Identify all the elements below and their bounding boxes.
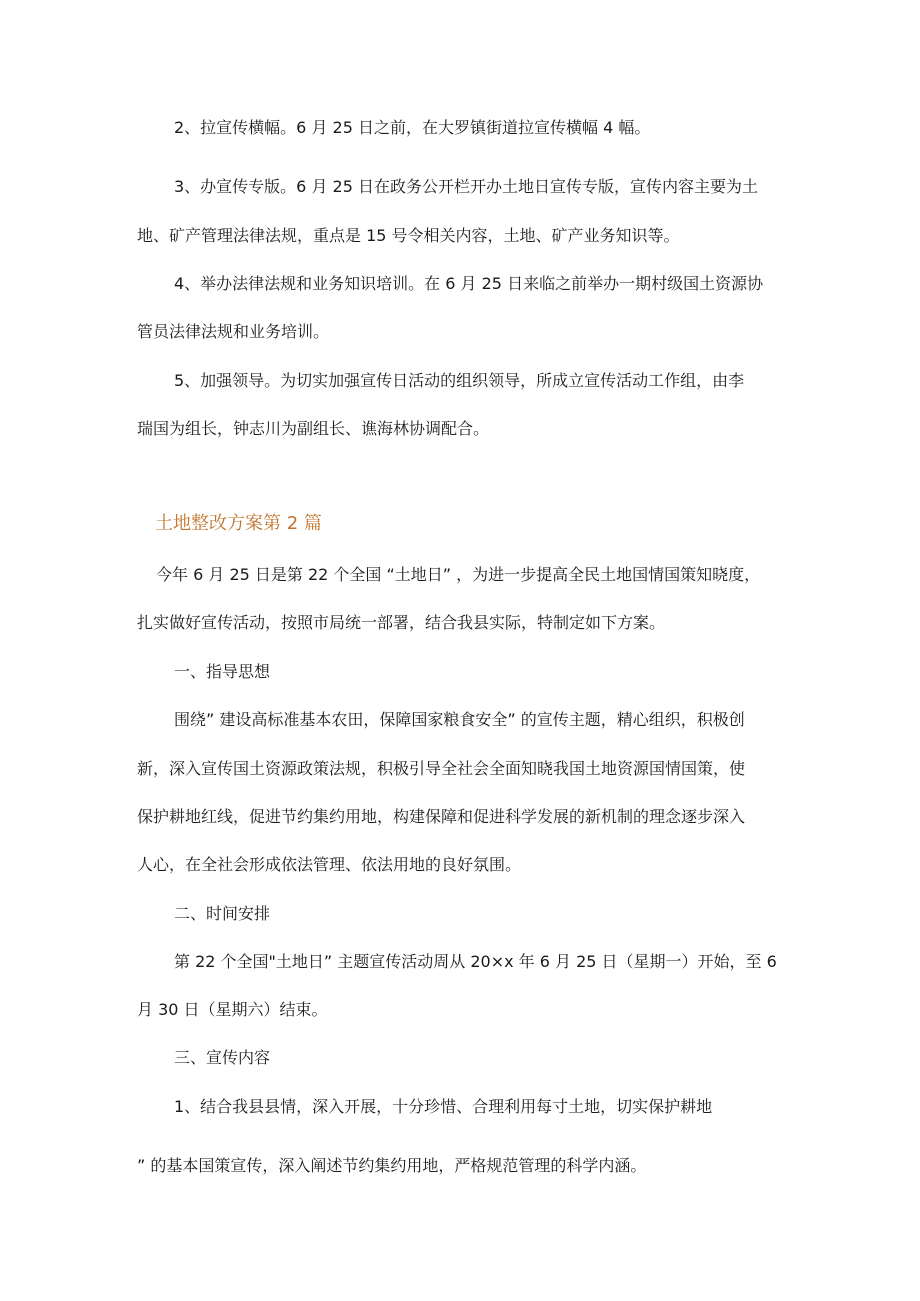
- part3-line1: 1、结合我县县情，深入开展，十分珍惜、合理利用每寸土地，切实保护耕地: [174, 1097, 713, 1116]
- part1-title: 一、指导思想: [174, 662, 271, 681]
- item5-line1: 5、加强领导。为切实加强宣传日活动的组织领导，所成立宣传活动工作组，由李: [174, 371, 745, 390]
- item2-text: 2、拉宣传横幅。6 月 25 日之前，在大罗镇街道拉宣传横幅 4 幅。: [174, 118, 651, 137]
- item3-line2: 地、矿产管理法律法规，重点是 15 号令相关内容，土地、矿产业务知识等。: [137, 226, 680, 245]
- part2-line2: 月 30 日（星期六）结束。: [137, 1000, 328, 1019]
- item3-line1: 3、办宣传专版。6 月 25 日在政务公开栏开办土地日宣传专版，宣传内容主要为土: [174, 177, 758, 196]
- part3-line2: ” 的基本国策宣传，深入阐述节约集约用地，严格规范管理的科学内涵。: [137, 1156, 647, 1175]
- intro-line2: 扎实做好宣传活动，按照市局统一部署，结合我县实际，特制定如下方案。: [137, 613, 666, 632]
- part1-line4: 人心，在全社会形成依法管理、依法用地的良好氛围。: [137, 855, 522, 874]
- item4-line2: 管员法律法规和业务培训。: [137, 322, 330, 341]
- item5-line2: 瑞国为组长，钟志川为副组长、谯海林协调配合。: [137, 419, 490, 438]
- item4-line1: 4、举办法律法规和业务知识培训。在 6 月 25 日来临之前举办一期村级国土资源协: [174, 274, 764, 293]
- part2-line1: 第 22 个全国"土地日” 主题宣传活动周从 20×x 年 6 月 25 日（星期一）开始，至 6: [174, 952, 777, 971]
- part1-line1: 围绕” 建设高标准基本农田，保障国家粮食安全” 的宣传主题，精心组织，积极创: [174, 710, 745, 729]
- part3-title: 三、宣传内容: [174, 1048, 271, 1067]
- section-heading: 土地整改方案第 2 篇: [155, 513, 322, 534]
- part2-title: 二、时间安排: [174, 904, 271, 923]
- part1-line2: 新，深入宣传国土资源政策法规，积极引导全社会全面知晓我国土地资源国情国策，使: [137, 759, 746, 778]
- intro-line1: 今年 6 月 25 日是第 22 个全国 “土地日” ，为进一步提高全民土地国情国策知晓度，: [156, 565, 761, 584]
- part1-line3: 保护耕地红线，促进节约集约用地，构建保障和促进科学发展的新机制的理念逐步深入: [137, 807, 746, 826]
